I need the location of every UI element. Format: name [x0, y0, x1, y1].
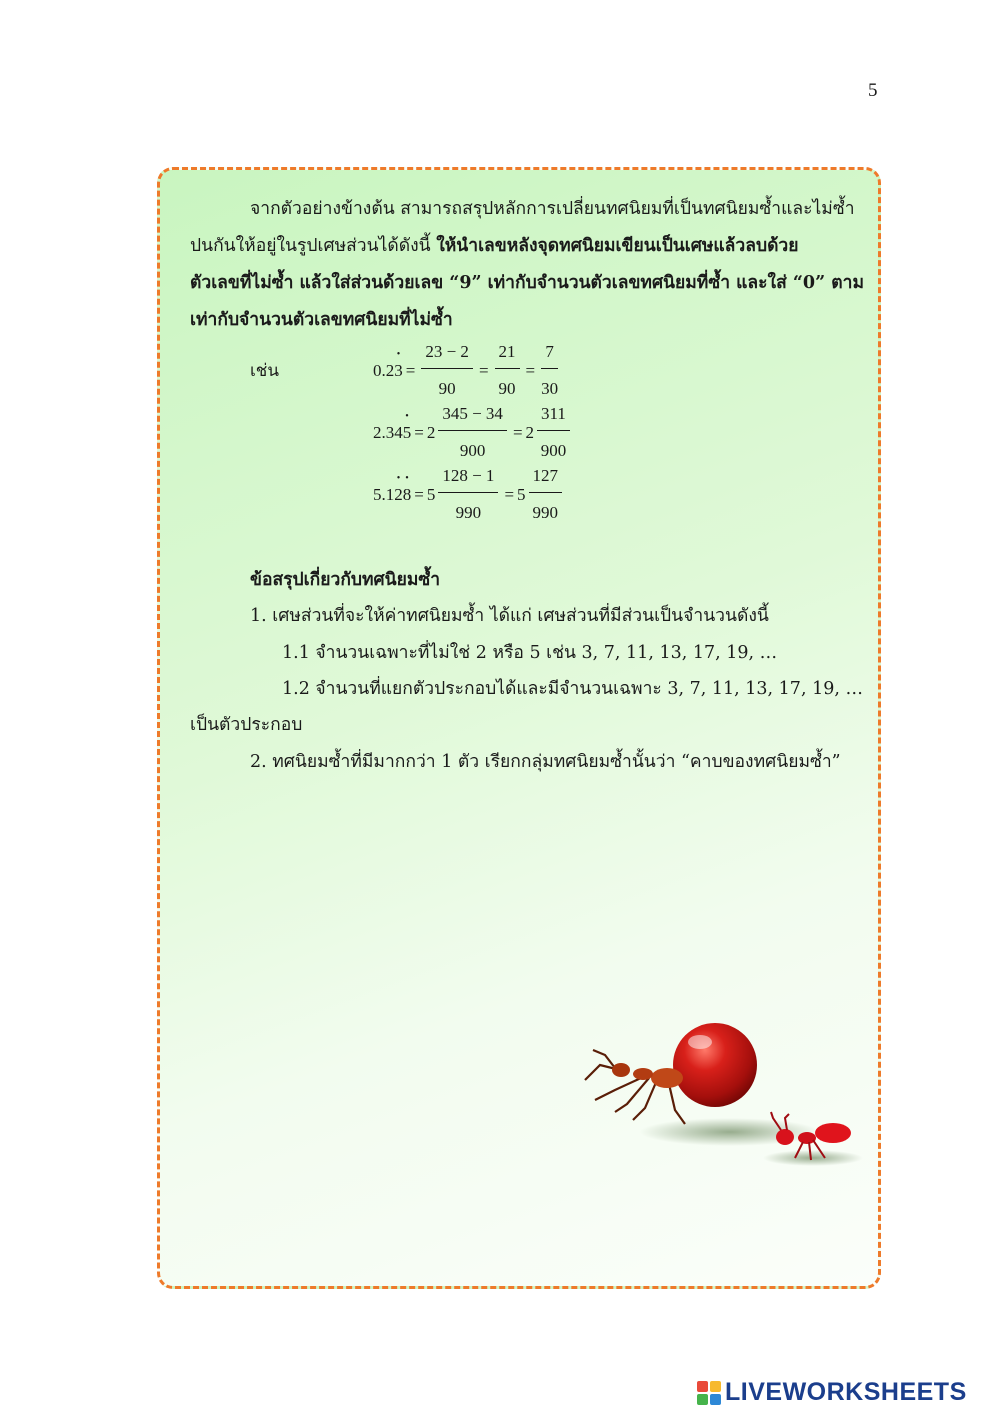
red-ball-icon: [673, 1023, 757, 1107]
eq3-fraction-2: $\frac{127}{990}$: [529, 466, 563, 523]
intro-line-3: ตัวเลขที่ไม่ซ้ำ แล้วใส่ส่วนด้วยเลข “9” เท่ากับจำนวนตัวเลขทศนิยมที่ซ้ำ และใส่ “0” ตาม: [190, 273, 864, 293]
eq2-whole-2: 2: [525, 422, 535, 442]
small-ant-shadow: [763, 1150, 863, 1166]
intro-line-4: เท่ากับจำนวนตัวเลขทศนิยมที่ไม่ซ้ำ: [190, 310, 453, 330]
big-ant-abdomen: [651, 1068, 683, 1088]
ground-shadow: [640, 1118, 820, 1146]
logo-text: LIVEWORKSHEETS: [725, 1378, 967, 1406]
eq3-whole-1: 5: [426, 484, 436, 504]
eq2-fraction-2: $\frac{311}{900}$: [537, 404, 570, 461]
equation-1: 0.23 • = $\frac{23 - 2}{90}$ = $\frac{21}{90}$ = $\frac{7}{30}$: [373, 342, 561, 399]
eq3-whole-2: 5: [517, 484, 526, 504]
eq2-whole-1: 2: [426, 422, 436, 442]
example-label: เช่น: [250, 361, 279, 381]
ants-illustration: [575, 1020, 865, 1170]
intro-line-2-bold: ให้นำเลขหลังจุดทศนิยมเขียนเป็นเศษแล้วลบด้วย: [436, 236, 799, 256]
equation-2: 2.345 • = 2 $\frac{345 - 34}{900}$ = 2 $\frac{311}{900}$: [373, 404, 573, 461]
intro-line-2: [190, 234, 799, 258]
summary-heading: ข้อสรุปเกี่ยวกับทศนิยมซ้ำ: [250, 570, 441, 590]
eq3-fraction-1: $\frac{128 - 1}{990}$: [438, 466, 498, 523]
equation-3: 5.12 •8 • = 5 $\frac{128 - 1}{990}$ = 5 $\frac{127}{990}$: [373, 466, 565, 523]
eq1-lhs: 0.23 •: [373, 361, 403, 381]
intro-line-1: จากตัวอย่างข้างต้น สามารถสรุปหลักการเปลี่ยนทศนิยมที่เป็นทศนิยมซ้ำและไม่ซ้ำ: [250, 199, 855, 219]
intro-line-2-normal: ปนกันให้อยู่ในรูปเศษส่วนได้ดังนี้: [190, 236, 437, 256]
liveworksheets-logo: [697, 1378, 967, 1407]
logo-squares-icon: [697, 1381, 721, 1405]
eq2-fraction-1: $\frac{345 - 34}{900}$: [438, 404, 507, 461]
eq3-lhs: 5.12 •8 •: [373, 485, 411, 505]
summary-item-1-2-cont: เป็นตัวประกอบ: [190, 715, 303, 735]
eq2-lhs: 2.345 •: [373, 423, 411, 443]
summary-item-1: 1. เศษส่วนที่จะให้ค่าทศนิยมซ้ำ ได้แก่ เศษส่วนที่มีส่วนเป็นจำนวนดังนี้: [250, 606, 769, 626]
eq1-fraction-1: $\frac{23 - 2}{90}$: [421, 342, 473, 399]
summary-item-2: 2. ทศนิยมซ้ำที่มีมากกว่า 1 ตัว เรียกกลุ่มทศนิยมซ้ำนั้นว่า “คาบของทศนิยมซ้ำ”: [250, 752, 841, 772]
summary-item-1-2: 1.2 จำนวนที่แยกตัวประกอบได้และมีจำนวนเฉพาะ 3, 7, 11, 13, 17, 19, …: [282, 679, 863, 699]
eq1-fraction-3: $\frac{7}{30}$: [541, 342, 559, 398]
page-number: 5: [868, 80, 878, 101]
summary-item-1-1: 1.1 จำนวนเฉพาะที่ไม่ใช่ 2 หรือ 5 เช่น 3, 7, 11, 13, 17, 19, …: [282, 643, 778, 663]
eq1-fraction-2: $\frac{21}{90}$: [495, 342, 520, 399]
